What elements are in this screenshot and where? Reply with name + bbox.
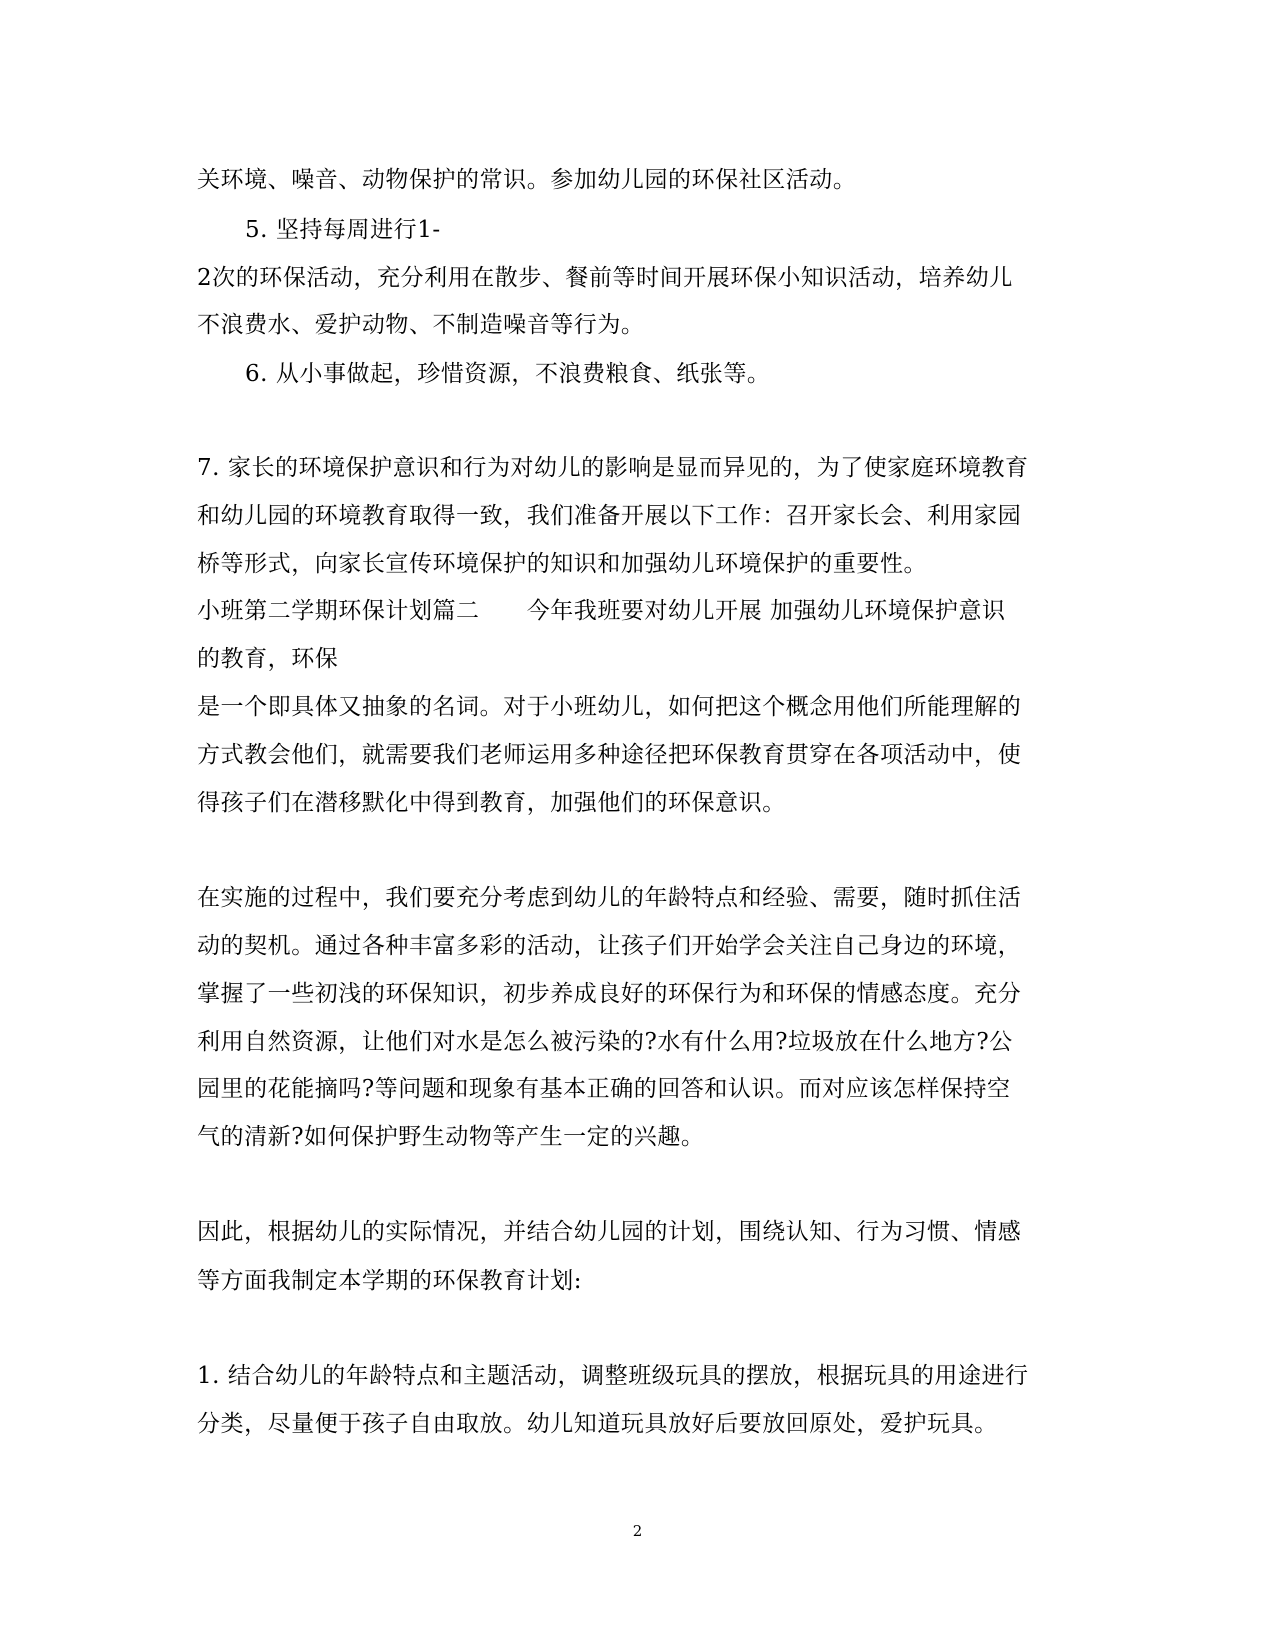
text-line: 6. 从小事做起，珍惜资源，不浪费粮食、纸张等。 bbox=[245, 361, 771, 387]
text-line: 和幼儿园的环境教育取得一致，我们准备开展以下工作：召开家长会、利用家园 bbox=[197, 503, 1022, 529]
text-line: 园里的花能摘吗?等问题和现象有基本正确的回答和认识。而对应该怎样保持空 bbox=[197, 1076, 1011, 1102]
text-line: 利用自然资源，让他们对水是怎么被污染的?水有什么用?垃圾放在什么地方?公 bbox=[197, 1029, 1013, 1055]
text-line: 掌握了一些初浅的环保知识，初步养成良好的环保行为和环保的情感态度。充分 bbox=[197, 981, 1022, 1007]
text-line: 5. 坚持每周进行1- bbox=[245, 217, 441, 243]
text-line: 得孩子们在潜移默化中得到教育，加强他们的环保意识。 bbox=[197, 790, 786, 816]
text-line: 方式教会他们，就需要我们老师运用多种途径把环保教育贯穿在各项活动中，使 bbox=[197, 742, 1022, 768]
text-line: 的教育，环保 bbox=[197, 646, 339, 672]
text-line: 桥等形式，向家长宣传环境保护的知识和加强幼儿环境保护的重要性。 bbox=[197, 551, 928, 577]
text-line: 等方面我制定本学期的环保教育计划: bbox=[197, 1268, 583, 1294]
text-line: 动的契机。通过各种丰富多彩的活动，让孩子们开始学会关注自己身边的环境， bbox=[197, 933, 1022, 959]
text-line: 不浪费水、爱护动物、不制造噪音等行为。 bbox=[197, 312, 645, 338]
text-line: 分类，尽量便于孩子自由取放。幼儿知道玩具放好后要放回原处，爱护玩具。 bbox=[197, 1411, 998, 1437]
text-line: 因此，根据幼儿的实际情况，并结合幼儿园的计划，围绕认知、行为习惯、情感 bbox=[197, 1219, 1022, 1245]
text-line: 关环境、噪音、动物保护的常识。参加幼儿园的环保社区活动。 bbox=[197, 167, 857, 193]
text-line: 7. 家长的环境保护意识和行为对幼儿的影响是显而异见的，为了使家庭环境教育 bbox=[197, 455, 1029, 481]
text-line: 1. 结合幼儿的年龄特点和主题活动，调整班级玩具的摆放，根据玩具的用途进行 bbox=[197, 1363, 1029, 1389]
text-line: 2次的环保活动，充分利用在散步、餐前等时间开展环保小知识活动，培养幼儿 bbox=[197, 265, 1013, 291]
text-line: 是一个即具体又抽象的名词。对于小班幼儿，如何把这个概念用他们所能理解的 bbox=[197, 694, 1022, 720]
text-line: 在实施的过程中，我们要充分考虑到幼儿的年龄特点和经验、需要，随时抓住活 bbox=[197, 885, 1022, 911]
page-number: 2 bbox=[632, 1522, 643, 1540]
text-line: 气的清新?如何保护野生动物等产生一定的兴趣。 bbox=[197, 1124, 705, 1150]
text-line: 小班第二学期环保计划篇二 今年我班要对幼儿开展 加强幼儿环境保护意识 bbox=[197, 598, 1006, 624]
